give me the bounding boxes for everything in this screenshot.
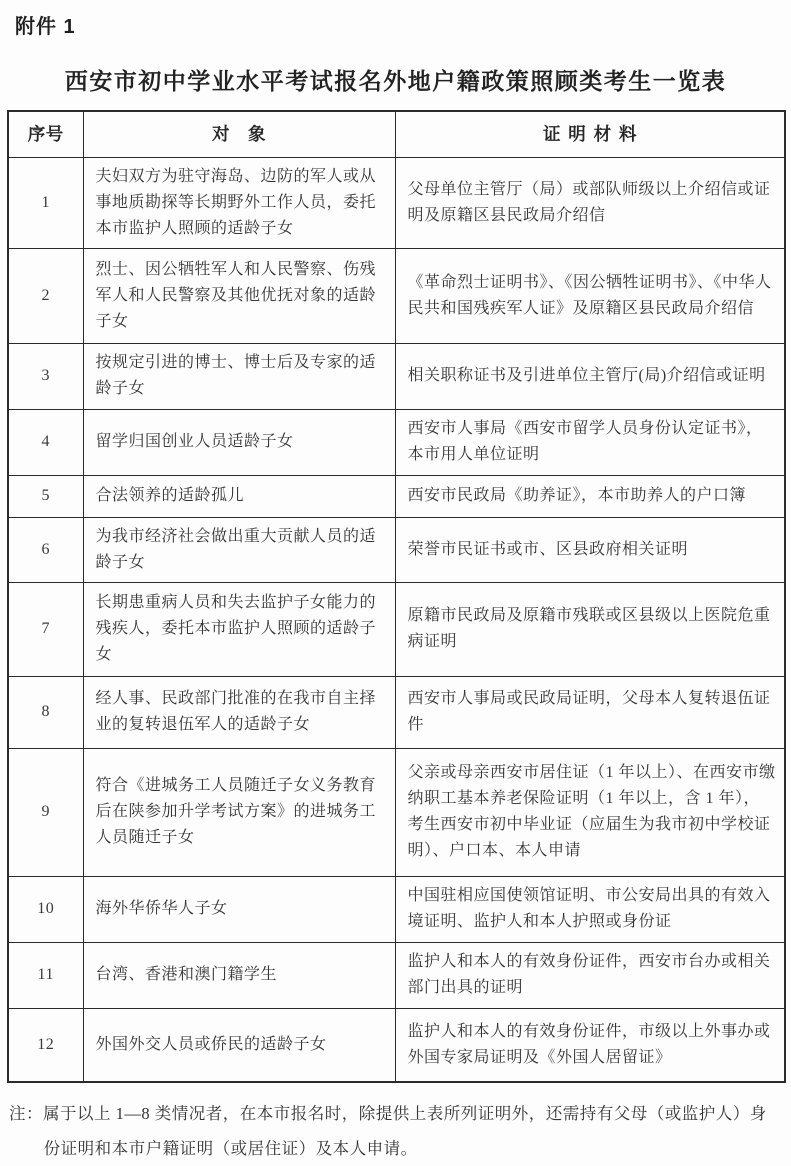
row-index-cell: 8 [8, 676, 83, 748]
table-row [8, 517, 785, 582]
table-row [8, 343, 785, 409]
table-row [8, 748, 785, 876]
row-materials-cell: 监护人和本人的有效身份证件，西安市台办或相关部门出具的证明 [395, 942, 785, 1008]
policy-table [7, 110, 786, 1083]
row-materials-cell: 西安市人事局或民政局证明，父母本人复转退伍证件 [395, 676, 785, 748]
row-materials-cell: 西安市人事局《西安市留学人员身份认定证书》，本市用人单位证明 [395, 409, 785, 475]
header-cell-index: 序号 [8, 111, 83, 157]
table-row [8, 248, 785, 343]
row-materials-cell: 中国驻相应国使领馆证明、市公安局出具的有效入境证明、监护人和本人护照或身份证 [395, 876, 785, 942]
row-target-cell: 按规定引进的博士、博士后及专家的适龄子女 [83, 343, 395, 409]
row-index-cell: 4 [8, 409, 83, 475]
row-materials-cell: 父母单位主管厅（局）或部队师级以上介绍信或证明及原籍区县民政局介绍信 [395, 157, 785, 248]
row-index-cell: 12 [8, 1008, 83, 1082]
table-row [8, 582, 785, 676]
table-row [8, 1008, 785, 1082]
table-row [8, 676, 785, 748]
row-target-cell: 台湾、香港和澳门籍学生 [83, 942, 395, 1008]
row-target-cell: 长期患重病人员和失去监护子女能力的残疾人，委托本市监护人照顾的适龄子女 [83, 582, 395, 676]
row-index-cell: 11 [8, 942, 83, 1008]
table-row [8, 157, 785, 248]
table-body [8, 157, 785, 1082]
row-materials-cell: 原籍市民政局及原籍市残联或区县级以上医院危重病证明 [395, 582, 785, 676]
row-index-cell: 10 [8, 876, 83, 942]
page-title: 西安市初中学业水平考试报名外地户籍政策照顾类考生一览表 [64, 68, 727, 94]
row-target-cell: 经人事、民政部门批准的在我市自主择业的复转退伍军人的适龄子女 [83, 676, 395, 748]
row-materials-cell: 西安市民政局《助养证》，本市助养人的户口簿 [395, 475, 785, 517]
row-index-cell: 5 [8, 475, 83, 517]
footnote: 注：属于以上 1—8 类情况者，在本市报名时，除提供上表所列证明外，还需持有父母（或监护人）身份证明和本市户籍证明（或居住证）及本人申请。 [9, 1104, 767, 1158]
table-header-row [8, 111, 785, 157]
row-index-cell: 6 [8, 517, 83, 582]
row-target-cell: 留学归国创业人员适龄子女 [83, 409, 395, 475]
row-materials-cell: 荣誉市民证书或市、区县政府相关证明 [395, 517, 785, 582]
header-cell-target: 对 象 [83, 111, 395, 157]
row-target-cell: 符合《进城务工人员随迁子女义务教育后在陕参加升学考试方案》的进城务工人员随迁子女 [83, 748, 395, 876]
row-materials-cell: 父亲或母亲西安市居住证（1 年以上）、在西安市缴纳职工基本养老保险证明（1 年以上，含 1 年），考生西安市初中毕业证（应届生为我市初中学校证明）、户口本、本人申请 [395, 748, 785, 876]
row-target-cell: 海外华侨华人子女 [83, 876, 395, 942]
row-target-cell: 夫妇双方为驻守海岛、边防的军人或从事地质勘探等长期野外工作人员，委托本市监护人照顾的适龄子女 [83, 157, 395, 248]
table-row [8, 876, 785, 942]
row-index-cell: 9 [8, 748, 83, 876]
table-row [8, 942, 785, 1008]
row-index-cell: 1 [8, 157, 83, 248]
row-materials-cell: 监护人和本人的有效身份证件，市级以上外事办或外国专家局证明及《外国人居留证》 [395, 1008, 785, 1082]
header-cell-materials: 证明材料 [395, 111, 785, 157]
table-row [8, 409, 785, 475]
row-target-cell: 烈士、因公牺牲军人和人民警察、伤残军人和人民警察及其他优抚对象的适龄子女 [83, 248, 395, 343]
row-index-cell: 3 [8, 343, 83, 409]
row-target-cell: 外国外交人员或侨民的适龄子女 [83, 1008, 395, 1082]
row-materials-cell: 相关职称证书及引进单位主管厅(局)介绍信或证明 [395, 343, 785, 409]
row-target-cell: 为我市经济社会做出重大贡献人员的适龄子女 [83, 517, 395, 582]
row-target-cell: 合法领养的适龄孤儿 [83, 475, 395, 517]
row-index-cell: 2 [8, 248, 83, 343]
row-materials-cell: 《革命烈士证明书》、《因公牺牲证明书》、《中华人民共和国残疾军人证》及原籍区县民政局介绍信 [395, 248, 785, 343]
row-index-cell: 7 [8, 582, 83, 676]
table-row [8, 475, 785, 517]
attachment-label: 附件 1 [15, 16, 76, 38]
